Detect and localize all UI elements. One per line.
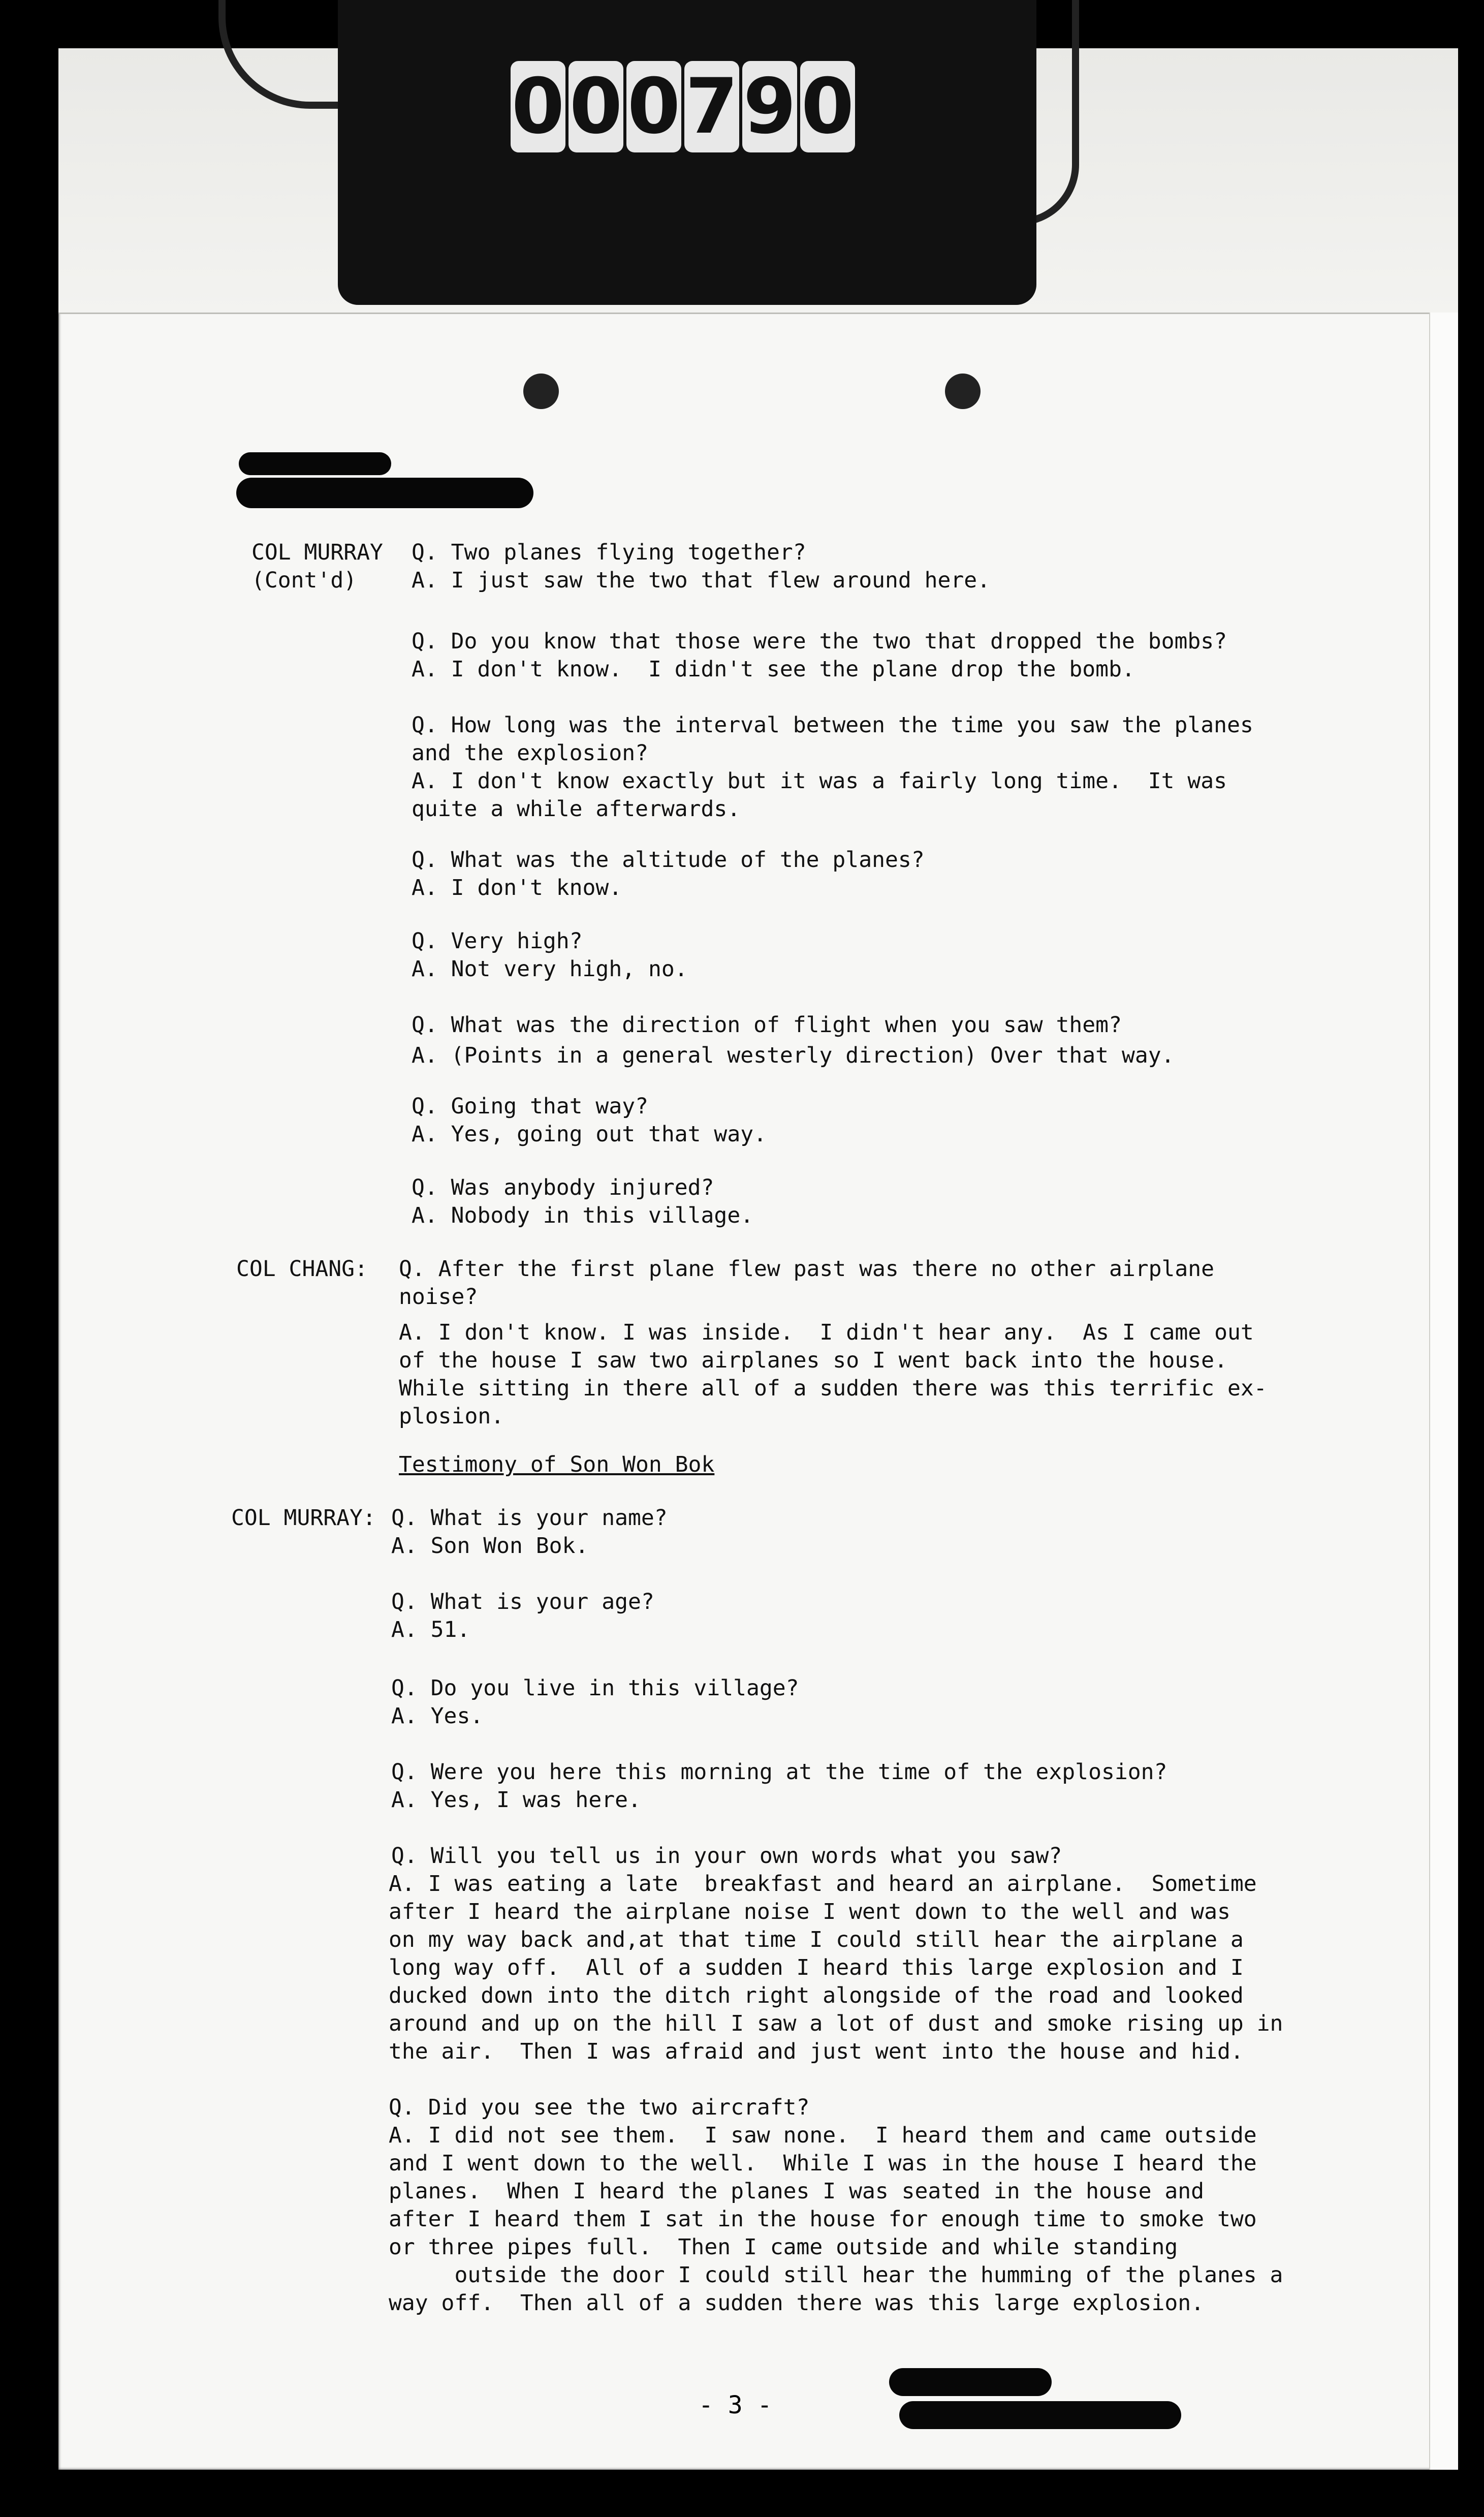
transcript-line: on my way back and,at that time I could still hear the airplane a — [389, 1927, 1244, 1952]
counter-digit: 0 — [626, 61, 681, 152]
transcript-line: noise? — [399, 1284, 478, 1310]
transcript-line: of the house I saw two airplanes so I went back into the house. — [399, 1348, 1227, 1373]
transcript-line: Q. What is your name? — [391, 1505, 668, 1531]
transcript-line: after I heard them I sat in the house for enough time to smoke two — [389, 2207, 1257, 2232]
transcript-line: Q. Do you know that those were the two that dropped the bombs? — [412, 629, 1227, 654]
transcript-line: planes. When I heard the planes I was seated in the house and — [389, 2179, 1205, 2204]
transcript-line: after I heard the airplane noise I went down to the well and was — [389, 1899, 1230, 1924]
transcript-line: A. I don't know. I was inside. I didn't hear any. As I came out — [399, 1320, 1254, 1345]
transcript-line: plosion. — [399, 1404, 504, 1429]
transcript-line: the air. Then I was afraid and just went into the house and hid. — [389, 2039, 1244, 2064]
transcript-line: Q. What was the direction of flight when you saw them? — [412, 1012, 1122, 1038]
redaction-mark — [899, 2401, 1181, 2429]
transcript-line: Q. Do you live in this village? — [391, 1675, 799, 1701]
counter-digit: 0 — [800, 61, 855, 152]
transcript-line: around and up on the hill I saw a lot of dust and smoke rising up in — [389, 2011, 1283, 2036]
transcript-line: A. Yes, going out that way. — [412, 1122, 767, 1147]
transcript-line: A. Nobody in this village. — [412, 1203, 754, 1228]
transcript-line: Q. Very high? — [412, 928, 583, 954]
transcript-line: outside the door I could still hear the humming of the planes a — [389, 2262, 1283, 2288]
transcript-line: Q. After the first plane flew past was there no other airplane — [399, 1256, 1215, 1282]
transcript-line: A. I just saw the two that flew around here. — [412, 568, 991, 593]
transcript-line: A. Yes, I was here. — [391, 1787, 641, 1813]
transcript-line: quite a while afterwards. — [412, 796, 741, 822]
transcript-line: A. 51. — [391, 1617, 470, 1642]
counter-digit: 0 — [569, 61, 623, 152]
counter-digit: 7 — [684, 61, 739, 152]
transcript-line: A. Yes. — [391, 1703, 484, 1729]
transcript-line: Q. What is your age? — [391, 1589, 654, 1614]
counter-digit: 0 — [511, 61, 565, 152]
transcript-line: Q. Did you see the two aircraft? — [389, 2095, 810, 2120]
transcript-line: Q. How long was the interval between the time you saw the planes — [412, 712, 1253, 738]
transcript-line: While sitting in there all of a sudden there was this terrific ex- — [399, 1376, 1267, 1401]
transcript-line: and the explosion? — [412, 740, 648, 766]
speaker-label: COL MURRAY: — [231, 1505, 376, 1531]
transcript-line: or three pipes full. Then I came outside and while standing — [389, 2234, 1178, 2260]
speaker-label: COL CHANG: — [236, 1256, 368, 1282]
transcript-line: long way off. All of a sudden I heard this large explosion and I — [389, 1955, 1244, 1980]
page-number: - 3 - — [699, 2391, 772, 2419]
section-heading: Testimony of Son Won Bok — [399, 1452, 715, 1477]
transcript-line: A. Not very high, no. — [412, 956, 688, 982]
transcript-line: A. I don't know exactly but it was a fairly long time. It was — [412, 768, 1227, 794]
speaker-label: (Cont'd) — [251, 568, 357, 593]
transcript-line: A. I was eating a late breakfast and heard an airplane. Sometime — [389, 1871, 1257, 1897]
transcript-line: A. I don't know. I didn't see the plane drop the bomb. — [412, 657, 1135, 682]
transcript-line: A. I don't know. — [412, 875, 622, 900]
transcript-line: A. Son Won Bok. — [391, 1533, 589, 1559]
transcript-line: Q. Going that way? — [412, 1094, 648, 1119]
counter-digit: 9 — [742, 61, 797, 152]
transcript-line: way off. Then all of a sudden there was this large explosion. — [389, 2290, 1205, 2316]
transcript-line: and I went down to the well. While I was in the house I heard the — [389, 2151, 1257, 2176]
redaction-mark — [889, 2368, 1052, 2396]
transcript-line: Q. Two planes flying together? — [412, 540, 806, 565]
transcript-line: Q. Was anybody injured? — [412, 1175, 714, 1200]
speaker-label: COL MURRAY — [251, 540, 383, 565]
transcript-line: ducked down into the ditch right alongside of the road and looked — [389, 1983, 1244, 2008]
transcript-line: A. (Points in a general westerly direction) Over that way. — [412, 1043, 1175, 1068]
transcript-line: Q. Will you tell us in your own words what you saw? — [391, 1843, 1062, 1869]
transcript-line: A. I did not see them. I saw none. I heard them and came outside — [389, 2123, 1257, 2148]
transcript-line: Q. Were you here this morning at the time of the explosion? — [391, 1759, 1167, 1785]
transcript-line: Q. What was the altitude of the planes? — [412, 847, 925, 873]
